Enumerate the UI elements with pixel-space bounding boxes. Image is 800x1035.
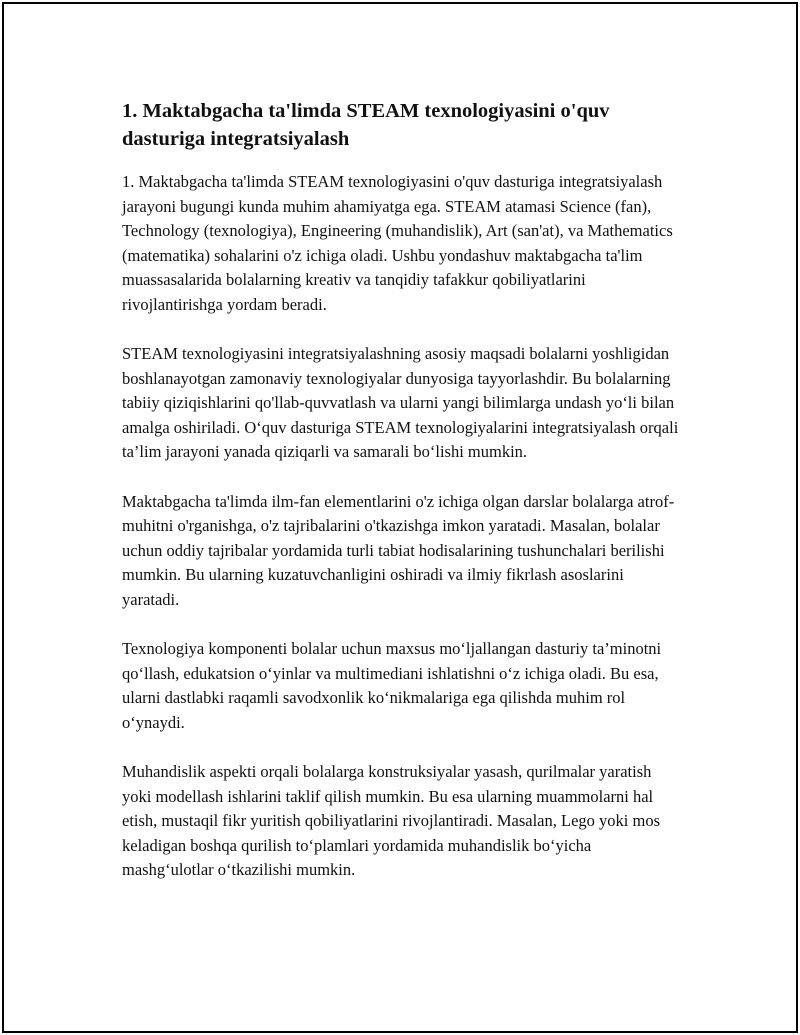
paragraph-science: Maktabgacha ta'limda ilm-fan elementlarini o'z ichiga olgan darslar bolalarga atrof-muhitni o'rganishga, o'z tajribalarini o'tkazishga imkon yaratadi. Masalan, bolalar uchun oddiy tajribalar yordamida turli tabiat hodisalarining tushunchalari berilishi mumkin. Bu ularning kuzatuvchanligini oshiradi va ilmiy fikrlash asoslarini yaratadi. — [122, 491, 675, 609]
paragraph-engineering: Muhandislik aspekti orqali bolalarga konstruksiyalar yasash, qurilmalar yaratish yoki modellash ishlarini taklif qilish mumkin. Bu esa ularning muammolarni hal etish, mustaqil fikr yuritish qobiliyatlarini rivojlantiradi. Masalan, Lego yoki mos keladigan boshqa qurilish to‘plamlari yordamida muhandislik bo‘yicha mashg‘ulotlar o‘tkazilishi mumkin. — [122, 762, 660, 879]
document-body — [122, 170, 682, 883]
paragraph-intro: 1. Maktabgacha ta'limda STEAM texnologiyasini o'quv dasturiga integratsiyalash jarayoni bugungi kunda muhim ahamiyatga ega. STEAM atamasi Science (fan), Technology (texnologiya), Engineering (muhandislik), Art (san'at), va Mathematics (matematika) sohalarini o'z ichiga oladi. Ushbu yondashuv maktabgacha ta'lim muassasalarida bolalarning kreativ va tanqidiy tafakkur qobiliyatlarini rivojlantirishga yordam beradi. — [122, 172, 673, 314]
document-page — [2, 2, 798, 1033]
paragraph-goal: STEAM texnologiyasini integratsiyalashning asosiy maqsadi bolalarni yoshligidan boshlanayotgan zamonaviy texnologiyalar dunyosiga tayyorlashdir. Bu bolalarning tabiiy qiziqishlarini qo'llab-quvvatlash va ularni yangi bilimlarga undash yo‘li bilan amalga oshiriladi. O‘quv dasturiga STEAM texnologiyalarini integratsiyalash orqali ta’lim jarayoni yanada qiziqarli va samarali bo‘lishi mumkin. — [122, 344, 679, 461]
document-content — [122, 97, 682, 908]
paragraph-technology: Texnologiya komponenti bolalar uchun maxsus mo‘ljallangan dasturiy ta’minotni qo‘llash, edukatsion o‘yinlar va multimediani ishlatishni o‘z ichiga oladi. Bu esa, ularni dastlabki raqamli savodxonlik ko‘nikmalariga ega qilishda muhim rol o‘ynaydi. — [122, 639, 662, 732]
document-title: 1. Maktabgacha ta'limda STEAM texnologiyasini o'quv dasturiga integratsiyalash — [122, 100, 610, 150]
